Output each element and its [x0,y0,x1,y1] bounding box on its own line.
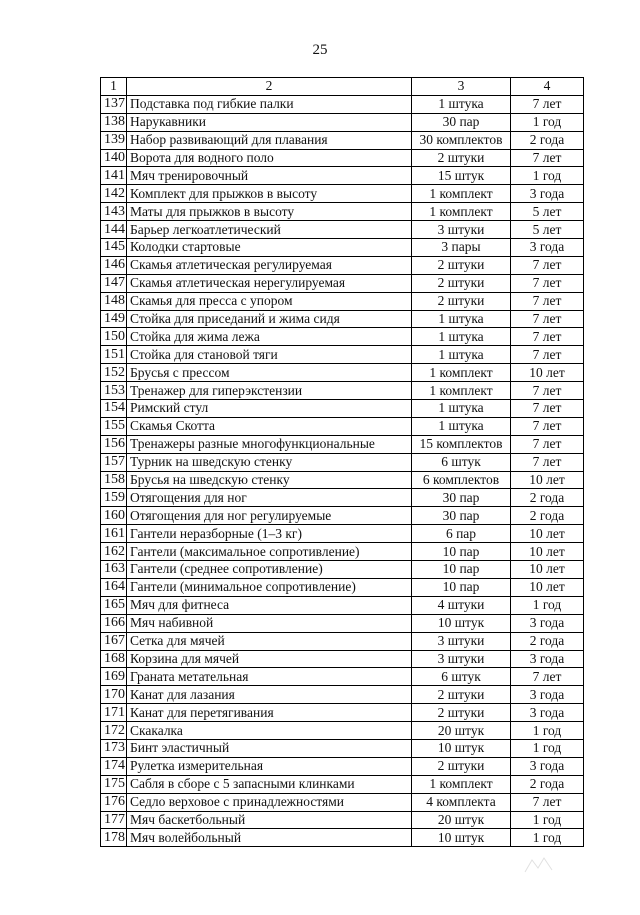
item-quantity: 30 пар [412,113,511,131]
table-row [101,525,584,543]
item-quantity: 10 штук [412,614,511,632]
table-row [101,113,584,131]
item-service-life: 10 лет [511,543,584,561]
item-quantity: 1 комплект [412,775,511,793]
item-service-life: 7 лет [511,310,584,328]
item-service-life: 3 года [511,686,584,704]
row-number: 171 [101,704,127,722]
item-service-life: 10 лет [511,471,584,489]
item-quantity: 10 пар [412,578,511,596]
item-quantity: 6 комплектов [412,471,511,489]
item-name: Набор развивающий для плавания [127,131,412,149]
row-number: 164 [101,578,127,596]
item-service-life: 7 лет [511,417,584,435]
item-service-life: 3 года [511,614,584,632]
row-number: 166 [101,614,127,632]
item-service-life: 1 год [511,167,584,185]
table-row [101,185,584,203]
item-name: Скамья атлетическая регулируемая [127,256,412,274]
table-row [101,292,584,310]
table-row [101,507,584,525]
item-name: Стойка для жима лежа [127,328,412,346]
item-quantity: 1 комплект [412,203,511,221]
item-service-life: 1 год [511,739,584,757]
row-number: 153 [101,382,127,400]
row-number: 148 [101,292,127,310]
header-row [101,78,584,96]
item-service-life: 3 года [511,704,584,722]
item-quantity: 2 штуки [412,274,511,292]
row-number: 160 [101,507,127,525]
table-row [101,167,584,185]
row-number: 146 [101,256,127,274]
header-col-2: 2 [127,78,412,96]
row-number: 156 [101,435,127,453]
item-name: Скамья атлетическая нерегулируемая [127,274,412,292]
table-row [101,775,584,793]
item-service-life: 5 лет [511,221,584,239]
item-name: Сетка для мячей [127,632,412,650]
item-name: Стойка для приседаний и жима сидя [127,310,412,328]
row-number: 155 [101,417,127,435]
item-service-life: 10 лет [511,561,584,579]
item-quantity: 6 штук [412,453,511,471]
row-number: 157 [101,453,127,471]
item-service-life: 1 год [511,113,584,131]
table-row [101,543,584,561]
item-name: Сабля в сборе с 5 запасными клинками [127,775,412,793]
table-row [101,596,584,614]
item-quantity: 2 штуки [412,757,511,775]
item-quantity: 30 комплектов [412,131,511,149]
table-row [101,704,584,722]
item-service-life: 7 лет [511,668,584,686]
row-number: 144 [101,221,127,239]
row-number: 152 [101,364,127,382]
row-number: 178 [101,829,127,847]
item-quantity: 2 штуки [412,704,511,722]
item-quantity: 20 штук [412,811,511,829]
item-service-life: 3 года [511,650,584,668]
table-row [101,686,584,704]
row-number: 137 [101,95,127,113]
item-quantity: 3 штуки [412,650,511,668]
row-number: 177 [101,811,127,829]
item-service-life: 7 лет [511,400,584,418]
table-row [101,471,584,489]
item-name: Стойка для становой тяги [127,346,412,364]
row-number: 173 [101,739,127,757]
table-row [101,739,584,757]
row-number: 167 [101,632,127,650]
item-quantity: 10 штук [412,739,511,757]
item-quantity: 4 комплекта [412,793,511,811]
item-service-life: 2 года [511,131,584,149]
item-quantity: 1 штука [412,417,511,435]
item-quantity: 1 штука [412,328,511,346]
item-service-life: 7 лет [511,793,584,811]
item-name: Барьер легкоатлетический [127,221,412,239]
item-quantity: 15 комплектов [412,435,511,453]
item-service-life: 2 года [511,775,584,793]
table-body [101,95,584,846]
item-quantity: 6 штук [412,668,511,686]
item-quantity: 15 штук [412,167,511,185]
item-name: Бинт эластичный [127,739,412,757]
item-name: Канат для лазания [127,686,412,704]
table-row [101,95,584,113]
item-name: Брусья на шведскую стенку [127,471,412,489]
row-number: 154 [101,400,127,418]
item-quantity: 10 пар [412,543,511,561]
table-row [101,256,584,274]
item-quantity: 1 комплект [412,185,511,203]
row-number: 165 [101,596,127,614]
item-service-life: 7 лет [511,328,584,346]
row-number: 138 [101,113,127,131]
header-col-1: 1 [101,78,127,96]
item-quantity: 1 штука [412,400,511,418]
item-name: Подставка под гибкие палки [127,95,412,113]
item-service-life: 7 лет [511,435,584,453]
row-number: 150 [101,328,127,346]
table-row [101,239,584,257]
table-row [101,364,584,382]
item-service-life: 5 лет [511,203,584,221]
item-name: Мяч набивной [127,614,412,632]
item-service-life: 10 лет [511,578,584,596]
item-quantity: 30 пар [412,489,511,507]
item-service-life: 1 год [511,829,584,847]
row-number: 143 [101,203,127,221]
item-name: Корзина для мячей [127,650,412,668]
item-name: Гантели (минимальное сопротивление) [127,578,412,596]
table-row [101,435,584,453]
table-row [101,221,584,239]
row-number: 139 [101,131,127,149]
item-quantity: 2 штуки [412,686,511,704]
item-quantity: 3 штуки [412,632,511,650]
table-row [101,614,584,632]
item-name: Рулетка измерительная [127,757,412,775]
row-number: 172 [101,722,127,740]
item-quantity: 6 пар [412,525,511,543]
item-name: Скамья для пресса с упором [127,292,412,310]
item-quantity: 1 штука [412,95,511,113]
item-service-life: 10 лет [511,525,584,543]
item-name: Мяч баскетбольный [127,811,412,829]
row-number: 174 [101,757,127,775]
item-name: Колодки стартовые [127,239,412,257]
table-row [101,793,584,811]
item-name: Брусья с прессом [127,364,412,382]
item-service-life: 2 года [511,632,584,650]
item-service-life: 7 лет [511,256,584,274]
item-service-life: 2 года [511,489,584,507]
table-row [101,203,584,221]
row-number: 141 [101,167,127,185]
table-row [101,453,584,471]
item-quantity: 4 штуки [412,596,511,614]
row-number: 149 [101,310,127,328]
item-quantity: 10 пар [412,561,511,579]
row-number: 175 [101,775,127,793]
row-number: 170 [101,686,127,704]
item-name: Скакалка [127,722,412,740]
item-quantity: 1 комплект [412,382,511,400]
table-row [101,382,584,400]
row-number: 142 [101,185,127,203]
table-row [101,328,584,346]
table-row [101,400,584,418]
table-row [101,346,584,364]
item-quantity: 30 пар [412,507,511,525]
table-row [101,650,584,668]
item-service-life: 3 года [511,757,584,775]
table-row [101,417,584,435]
item-name: Нарукавники [127,113,412,131]
item-name: Тренажер для гиперэкстензии [127,382,412,400]
item-service-life: 1 год [511,596,584,614]
header-col-3: 3 [412,78,511,96]
item-name: Седло верховое с принадлежностями [127,793,412,811]
item-name: Отягощения для ног регулируемые [127,507,412,525]
equipment-table [100,77,584,847]
item-name: Граната метательная [127,668,412,686]
row-number: 161 [101,525,127,543]
table-row [101,149,584,167]
item-name: Отягощения для ног [127,489,412,507]
item-service-life: 7 лет [511,274,584,292]
page-number: 25 [312,42,328,58]
item-name: Гантели (среднее сопротивление) [127,561,412,579]
item-service-life: 2 года [511,507,584,525]
item-name: Комплект для прыжков в высоту [127,185,412,203]
row-number: 158 [101,471,127,489]
table-row [101,561,584,579]
row-number: 176 [101,793,127,811]
item-service-life: 7 лет [511,382,584,400]
row-number: 159 [101,489,127,507]
item-name: Гантели (максимальное сопротивление) [127,543,412,561]
item-service-life: 3 года [511,185,584,203]
item-name: Тренажеры разные многофункциональные [127,435,412,453]
table-row [101,489,584,507]
item-service-life: 7 лет [511,95,584,113]
table-row [101,274,584,292]
item-name: Мяч волейбольный [127,829,412,847]
item-quantity: 3 штуки [412,221,511,239]
table-row [101,131,584,149]
item-quantity: 1 комплект [412,364,511,382]
item-quantity: 3 пары [412,239,511,257]
item-quantity: 10 штук [412,829,511,847]
item-quantity: 2 штуки [412,292,511,310]
table-row [101,632,584,650]
item-name: Канат для перетягивания [127,704,412,722]
row-number: 168 [101,650,127,668]
header-col-4: 4 [511,78,584,96]
table-row [101,722,584,740]
row-number: 169 [101,668,127,686]
item-name: Маты для прыжков в высоту [127,203,412,221]
item-quantity: 2 штуки [412,256,511,274]
item-quantity: 20 штук [412,722,511,740]
item-name: Ворота для водного поло [127,149,412,167]
table-row [101,757,584,775]
item-service-life: 7 лет [511,149,584,167]
row-number: 151 [101,346,127,364]
item-service-life: 3 года [511,239,584,257]
row-number: 140 [101,149,127,167]
item-quantity: 1 штука [412,346,511,364]
item-service-life: 1 год [511,722,584,740]
row-number: 147 [101,274,127,292]
item-service-life: 7 лет [511,346,584,364]
table-row [101,829,584,847]
item-service-life: 1 год [511,811,584,829]
table-row [101,811,584,829]
item-name: Турник на шведскую стенку [127,453,412,471]
table-row [101,668,584,686]
item-name: Гантели неразборные (1–3 кг) [127,525,412,543]
row-number: 145 [101,239,127,257]
item-name: Скамья Скотта [127,417,412,435]
table-row [101,578,584,596]
row-number: 162 [101,543,127,561]
item-quantity: 1 штука [412,310,511,328]
item-service-life: 10 лет [511,364,584,382]
row-number: 163 [101,561,127,579]
table-row [101,310,584,328]
faint-stamp-mark [520,850,560,880]
item-name: Римский стул [127,400,412,418]
item-quantity: 2 штуки [412,149,511,167]
item-service-life: 7 лет [511,292,584,310]
item-service-life: 7 лет [511,453,584,471]
item-name: Мяч тренировочный [127,167,412,185]
item-name: Мяч для фитнеса [127,596,412,614]
